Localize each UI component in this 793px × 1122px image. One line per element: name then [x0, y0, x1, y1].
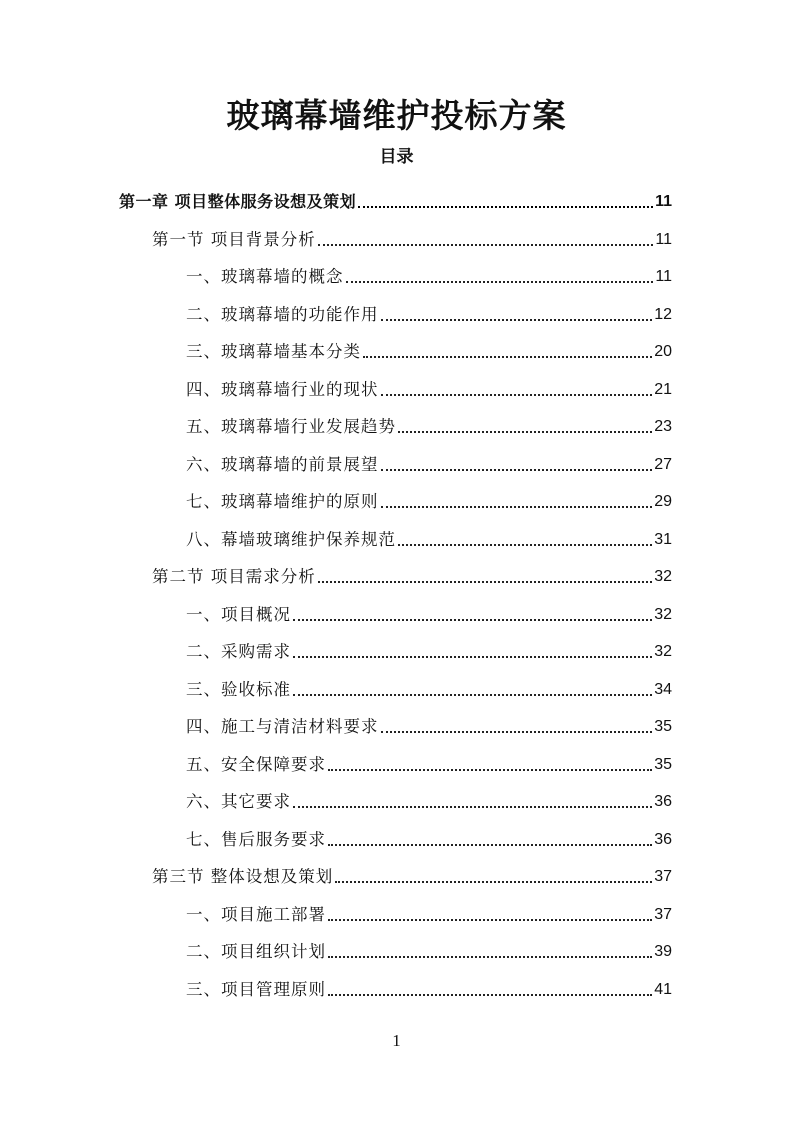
toc-entry-label: 第二节 项目需求分析 — [152, 567, 316, 586]
toc-dot-leader — [318, 581, 652, 583]
toc-entry[interactable] — [186, 330, 672, 366]
toc-entry-label: 六、玻璃幕墙的前景展望 — [186, 454, 379, 474]
toc-entry-page: 32 — [654, 643, 672, 660]
toc-entry-page: 32 — [654, 568, 672, 585]
toc-entry-label: 二、项目组织计划 — [186, 942, 326, 961]
toc-entry-page: 36 — [654, 793, 672, 810]
toc-dot-leader — [363, 356, 652, 358]
toc-entry[interactable] — [186, 968, 672, 1004]
toc-entry[interactable] — [152, 855, 672, 891]
toc-entry-page: 34 — [654, 680, 672, 698]
toc-entry-page: 20 — [654, 343, 672, 360]
toc-dot-leader — [293, 694, 652, 696]
toc-dot-leader — [398, 431, 652, 433]
toc-entry-page: 39 — [654, 943, 672, 960]
toc-entry-page: 29 — [654, 493, 672, 510]
toc-dot-leader — [381, 469, 653, 471]
toc-entry-page: 27 — [654, 455, 672, 473]
toc-entry-label: 第一章 项目整体服务设想及策划 — [119, 192, 357, 211]
toc-dot-leader — [381, 731, 653, 733]
toc-entry-page: 35 — [654, 755, 672, 773]
toc-entry-page: 11 — [655, 193, 672, 210]
toc-dot-leader — [293, 619, 652, 621]
toc-dot-leader — [318, 244, 654, 246]
toc-entry[interactable] — [186, 368, 672, 404]
toc-entry-label: 六、其它要求 — [186, 792, 291, 811]
toc-entry[interactable] — [186, 743, 672, 779]
toc-entry[interactable] — [152, 218, 672, 254]
toc-entry-page: 11 — [655, 230, 672, 248]
toc-entry-label: 五、安全保障要求 — [186, 754, 326, 774]
toc-entry-label: 二、玻璃幕墙的功能作用 — [186, 304, 379, 324]
toc-entry-label: 第三节 整体设想及策划 — [152, 867, 334, 886]
toc-entry-page: 36 — [654, 830, 672, 848]
toc-dot-leader — [335, 881, 652, 883]
toc-entry-page: 12 — [654, 305, 672, 323]
page-number: 1 — [392, 1031, 401, 1050]
toc-entry-label: 四、玻璃幕墙行业的现状 — [186, 379, 379, 399]
toc-heading: 目录 — [379, 147, 414, 167]
toc-entry-label: 一、项目概况 — [186, 604, 291, 624]
toc-entry-page: 41 — [654, 980, 672, 998]
toc-entry[interactable] — [152, 555, 672, 591]
toc-entry-label: 一、项目施工部署 — [186, 904, 326, 924]
toc-entry[interactable] — [186, 255, 672, 291]
toc-dot-leader — [328, 769, 652, 771]
toc-entry[interactable] — [186, 668, 672, 704]
toc-entry[interactable] — [186, 705, 672, 741]
toc-entry[interactable] — [186, 518, 672, 554]
toc-entry-label: 三、玻璃幕墙基本分类 — [186, 342, 361, 361]
toc-entry-label: 三、项目管理原则 — [186, 979, 326, 999]
toc-dot-leader — [293, 656, 652, 658]
toc-entry[interactable] — [186, 293, 672, 329]
toc-dot-leader — [381, 506, 653, 508]
toc-entry[interactable] — [186, 818, 672, 854]
toc-dot-leader — [358, 206, 653, 208]
toc-entry[interactable] — [186, 930, 672, 966]
toc-entry-label: 七、玻璃幕墙维护的原则 — [186, 492, 379, 511]
toc-entry-page: 35 — [654, 718, 672, 735]
toc-entry-page: 21 — [654, 380, 672, 398]
document-title: 玻璃幕墙维护投标方案 — [226, 96, 567, 135]
toc-entry-label: 一、玻璃幕墙的概念 — [186, 267, 344, 286]
toc-entry-label: 三、验收标准 — [186, 679, 291, 699]
toc-entry-page: 32 — [654, 605, 672, 623]
toc-entry-label: 第一节 项目背景分析 — [152, 229, 316, 249]
toc-entry-page: 37 — [654, 868, 672, 885]
toc-dot-leader — [328, 956, 652, 958]
toc-dot-leader — [346, 281, 654, 283]
toc-dot-leader — [381, 394, 653, 396]
toc-entry[interactable] — [186, 443, 672, 479]
toc-entry-page: 31 — [654, 530, 672, 548]
toc-entry-page: 11 — [655, 268, 672, 285]
toc-entry-label: 八、幕墙玻璃维护保养规范 — [186, 529, 396, 549]
toc-entry[interactable] — [186, 630, 672, 666]
toc-dot-leader — [328, 844, 652, 846]
toc-entry-label: 七、售后服务要求 — [186, 829, 326, 849]
toc-entry-page: 37 — [654, 905, 672, 923]
toc-dot-leader — [381, 319, 653, 321]
toc-entry-label: 五、玻璃幕墙行业发展趋势 — [186, 417, 396, 436]
toc-dot-leader — [328, 919, 652, 921]
toc-entry[interactable] — [186, 593, 672, 629]
toc-entry[interactable] — [186, 480, 672, 516]
toc-dot-leader — [328, 994, 652, 996]
toc-dot-leader — [398, 544, 652, 546]
toc-dot-leader — [293, 806, 652, 808]
toc-entry[interactable] — [186, 893, 672, 929]
toc-entry[interactable] — [186, 780, 672, 816]
toc-entry[interactable] — [119, 180, 672, 216]
toc-entry-label: 二、采购需求 — [186, 642, 291, 661]
toc-entry-label: 四、施工与清洁材料要求 — [186, 717, 379, 736]
toc-entry[interactable] — [186, 405, 672, 441]
toc-entry-page: 23 — [654, 418, 672, 435]
